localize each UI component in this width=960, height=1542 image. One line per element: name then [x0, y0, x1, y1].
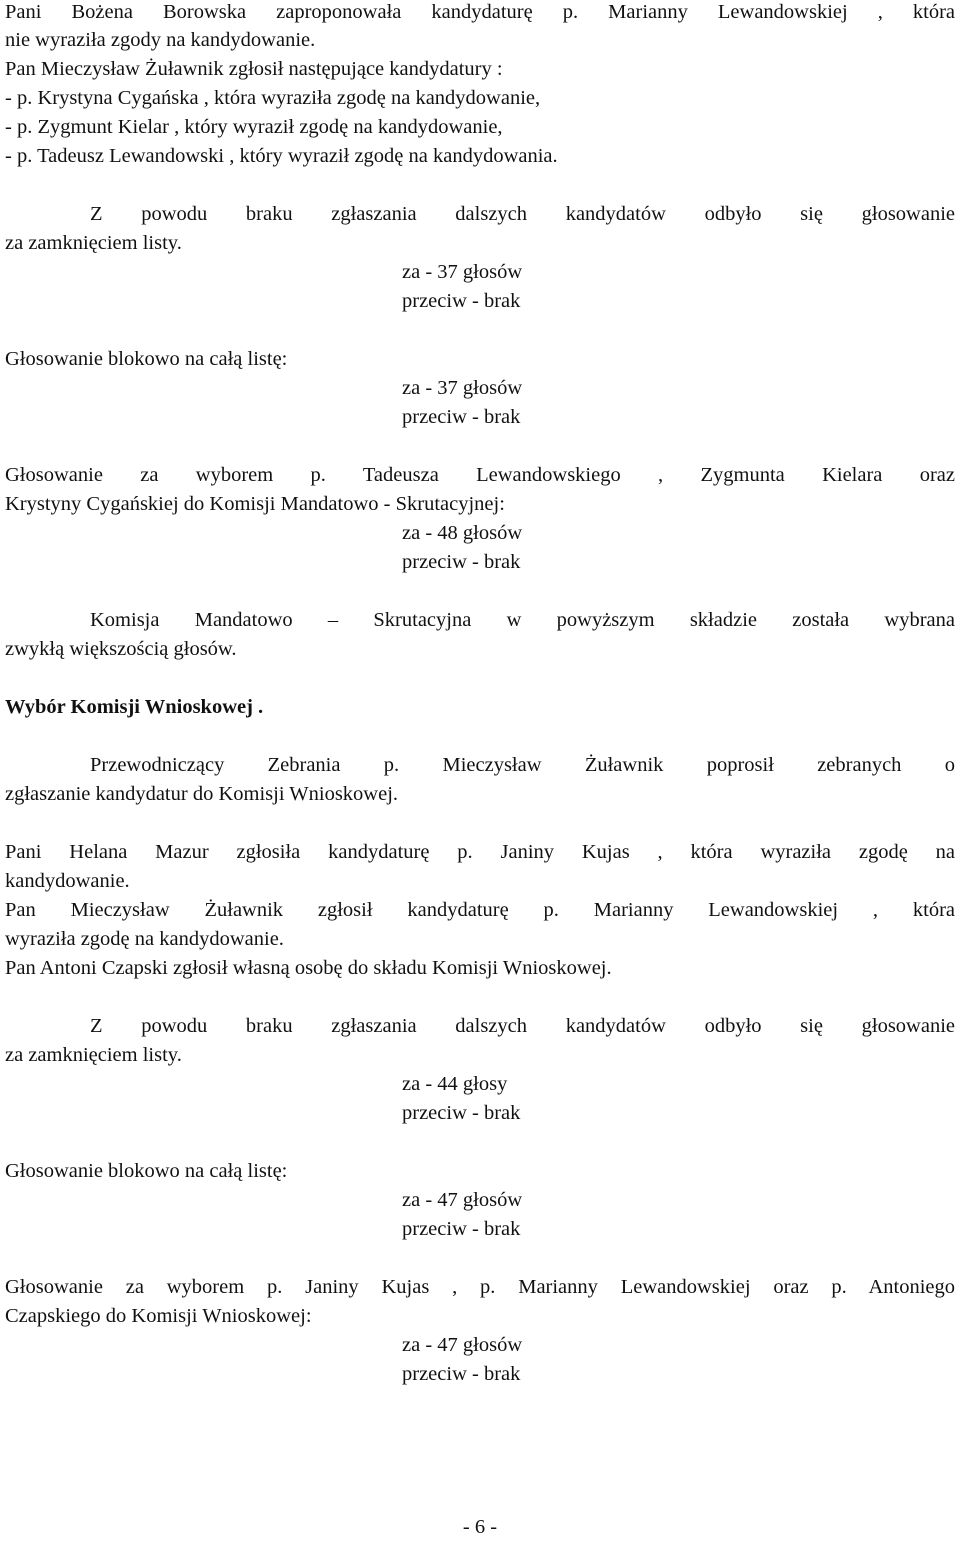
- text-line: zwykłą większością głosów.: [5, 638, 237, 660]
- text-line: za zamknięciem listy.: [5, 232, 182, 254]
- text-line: Pani Bożena Borowska zaproponowała kandydaturę p. Marianny Lewandowskiej , która: [5, 1, 955, 23]
- vote-for: za - 44 głosy: [402, 1073, 508, 1095]
- section-heading: Wybór Komisji Wnioskowej .: [5, 696, 264, 718]
- vote-for: za - 37 głosów: [402, 377, 523, 399]
- vote-for: za - 47 głosów: [402, 1189, 523, 1211]
- text-line: Czapskiego do Komisji Wnioskowej:: [5, 1305, 312, 1327]
- text-line: Pani Helana Mazur zgłosiła kandydaturę p. Janiny Kujas , która wyraziła zgodę na: [5, 841, 955, 863]
- list-item: - p. Krystyna Cygańska , która wyraziła zgodę na kandydowanie,: [5, 87, 541, 109]
- text-line: wyraziła zgodę na kandydowanie.: [5, 928, 284, 950]
- list-item: - p. Tadeusz Lewandowski , który wyraził zgodę na kandydowania.: [5, 145, 558, 167]
- paragraph-line: Z powodu braku zgłaszania dalszych kandydatów odbyło się głosowanie: [90, 203, 955, 225]
- vote-against: przeciw - brak: [402, 551, 521, 573]
- text-line: za zamknięciem listy.: [5, 1044, 182, 1066]
- vote-against: przeciw - brak: [402, 1102, 521, 1124]
- text-line: zgłaszanie kandydatur do Komisji Wnioskowej.: [5, 783, 399, 805]
- text-line: Pan Antoni Czapski zgłosił własną osobę do składu Komisji Wnioskowej.: [5, 957, 612, 979]
- page-number: - 6 -: [462, 1516, 498, 1538]
- block-vote-label: Głosowanie blokowo na całą listę:: [5, 1160, 288, 1182]
- paragraph-line: Z powodu braku zgłaszania dalszych kandydatów odbyło się głosowanie: [90, 1015, 955, 1037]
- vote-for: za - 48 głosów: [402, 522, 523, 544]
- block-vote-label: Głosowanie blokowo na całą listę:: [5, 348, 288, 370]
- text-line: Pan Mieczysław Żuławnik zgłosił kandydaturę p. Marianny Lewandowskiej , która: [5, 899, 955, 921]
- text-line: nie wyraziła zgody na kandydowanie.: [5, 29, 316, 51]
- text-line: kandydowanie.: [5, 870, 130, 892]
- vote-against: przeciw - brak: [402, 1363, 521, 1385]
- text-line: Krystyny Cygańskiej do Komisji Mandatowo - Skrutacyjnej:: [5, 493, 505, 515]
- vote-against: przeciw - brak: [402, 290, 521, 312]
- list-item: - p. Zygmunt Kielar , który wyraził zgodę na kandydowanie,: [5, 116, 503, 138]
- text-line: Głosowanie za wyborem p. Janiny Kujas , p. Marianny Lewandowskiej oraz p. Antoniego: [5, 1276, 955, 1298]
- vote-for: za - 37 głosów: [402, 261, 523, 283]
- vote-against: przeciw - brak: [402, 406, 521, 428]
- paragraph-line: Przewodniczący Zebrania p. Mieczysław Żuławnik poprosił zebranych o: [90, 754, 955, 776]
- text-line: Głosowanie za wyborem p. Tadeusza Lewandowskiego , Zygmunta Kielara oraz: [5, 464, 955, 486]
- text-line: Pan Mieczysław Żuławnik zgłosił następujące kandydatury :: [5, 58, 503, 80]
- vote-for: za - 47 głosów: [402, 1334, 523, 1356]
- paragraph-line: Komisja Mandatowo – Skrutacyjna w powyższym składzie została wybrana: [90, 609, 955, 631]
- vote-against: przeciw - brak: [402, 1218, 521, 1240]
